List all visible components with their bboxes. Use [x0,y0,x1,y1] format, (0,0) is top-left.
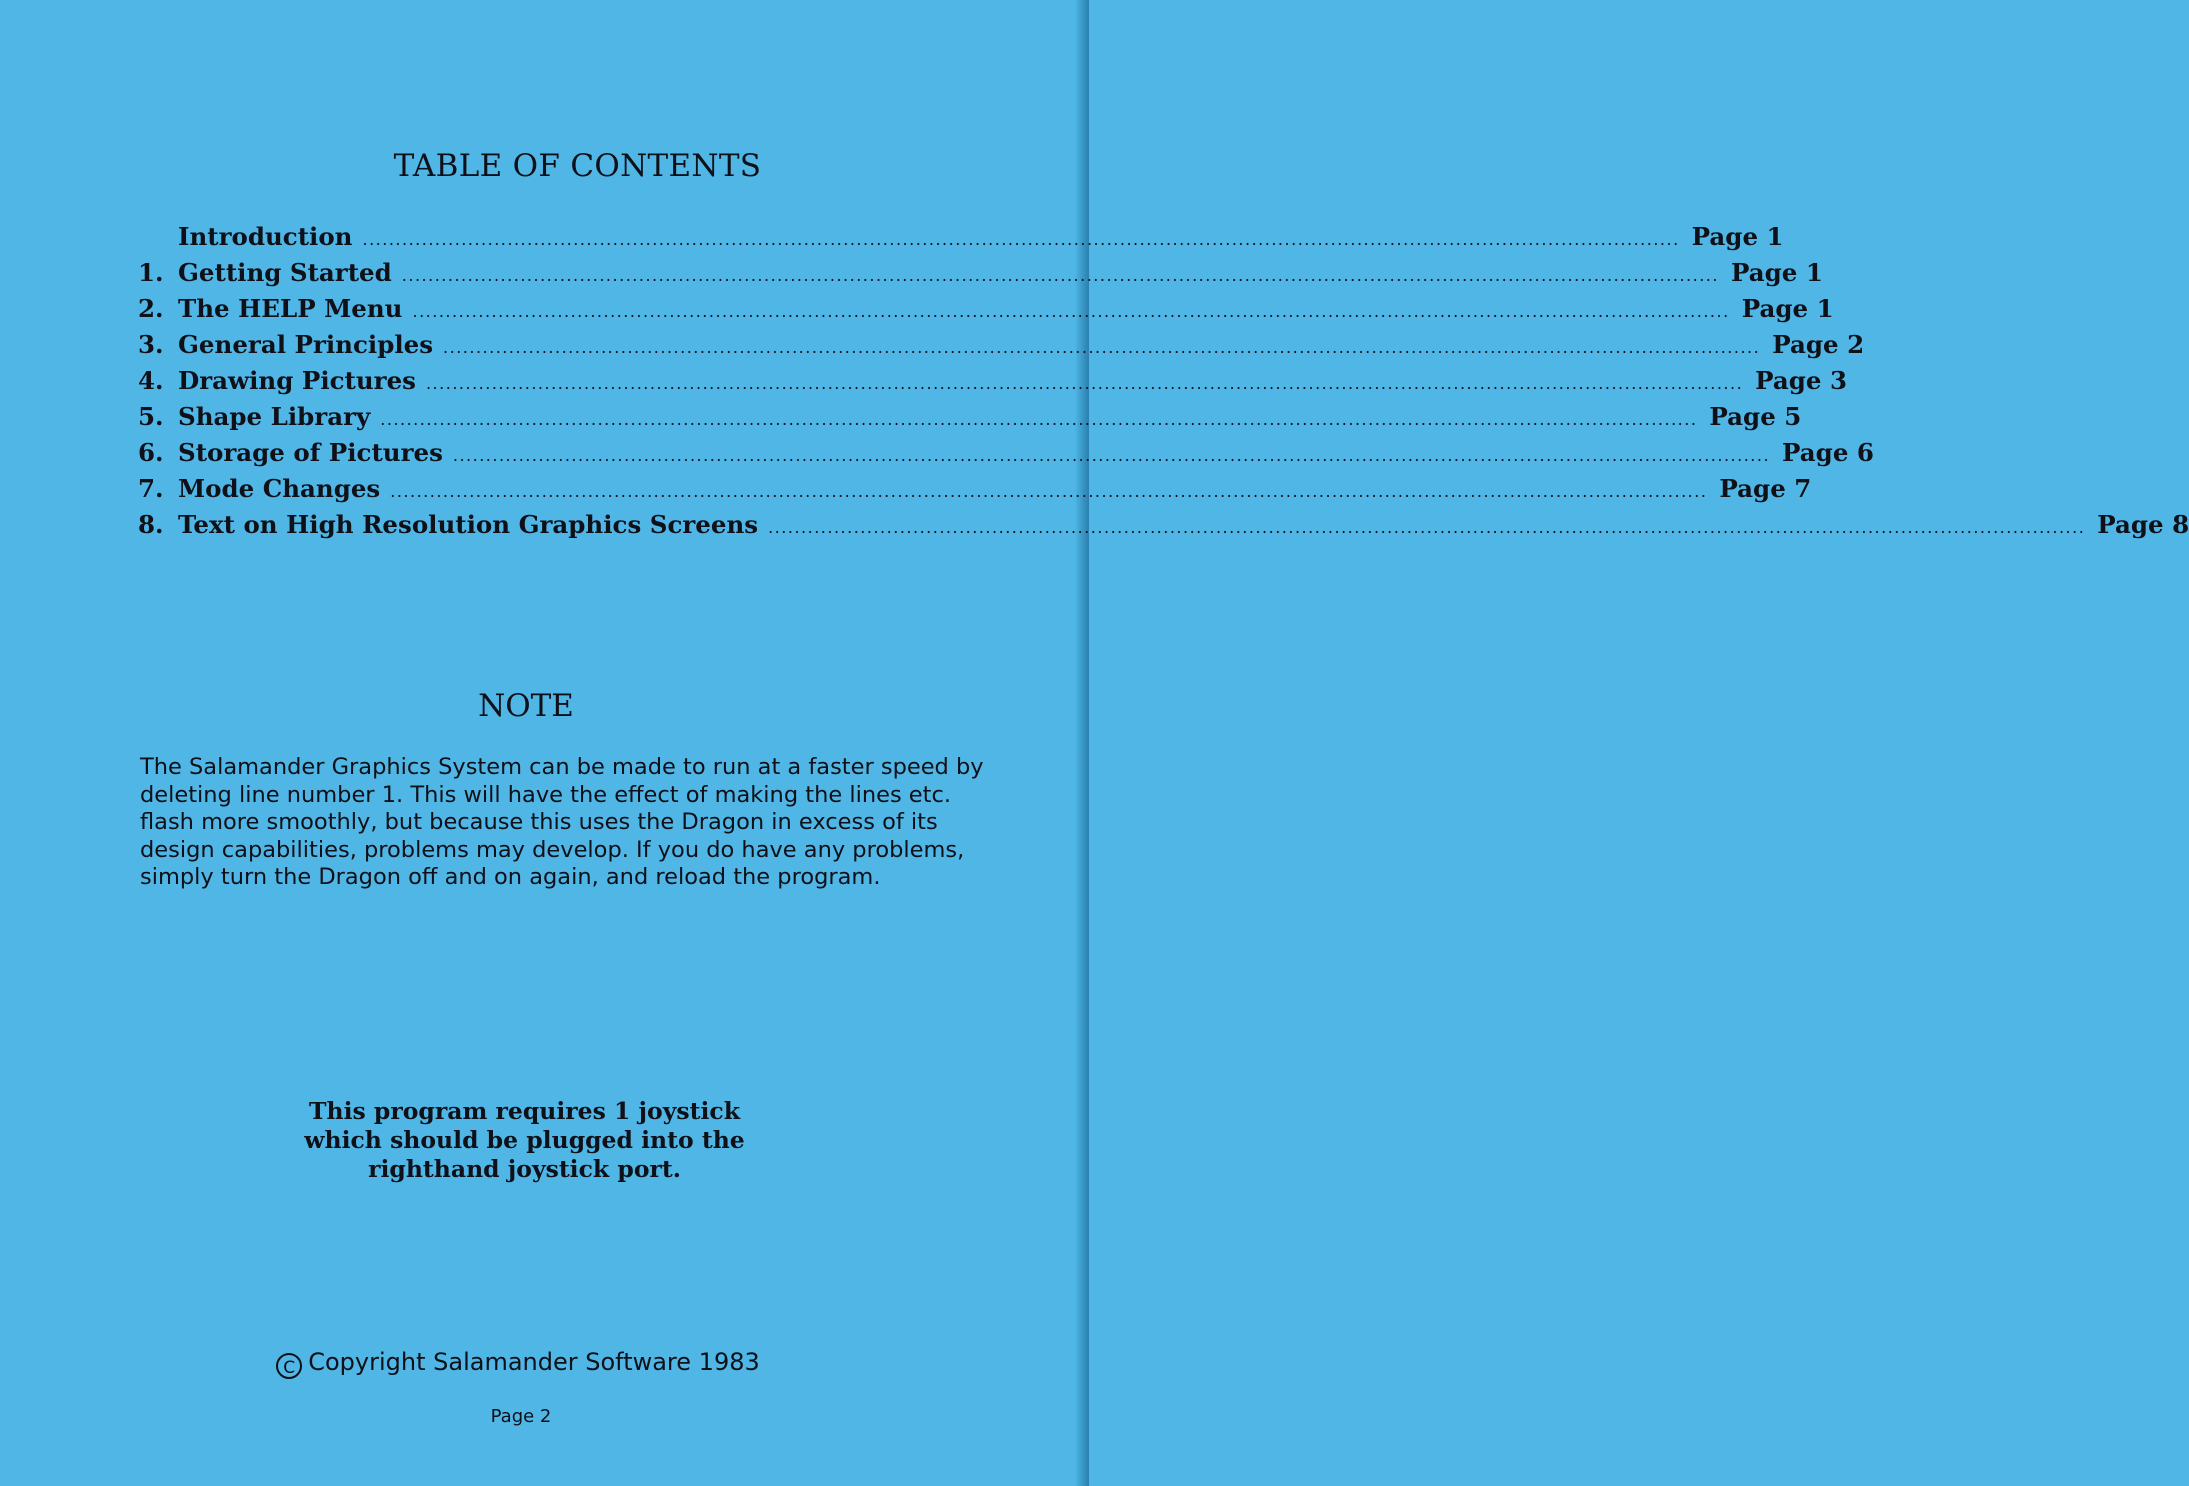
toc-dot-leader: ........................................................................................................................................................................................................ [443,338,1761,357]
note-title: NOTE [478,688,574,724]
note-body: The Salamander Graphics System can be made to run at a faster speed by deleting line number 1. This will have the effect of making the lines etc. flash more smoothly, but because this uses the Dragon in excess of its design capabilities, problems may develop. If you do have any problems, simply turn the Dragon off and on again, and reload the program. [140,754,984,890]
toc-entry-page: Page 1 [1741,294,1834,323]
toc-entry-page: Page 8 [2097,510,2189,539]
table-of-contents [138,222,2189,546]
toc-entry-page: Page 3 [1755,366,1848,395]
toc-entry-page: Page 5 [1709,402,1802,431]
toc-entry [138,510,2189,546]
requirement-line: which should be plugged into the [304,1126,745,1154]
toc-entry-label: Introduction [178,222,353,251]
toc-entry-label: Getting Started [178,258,392,287]
toc-dot-leader: ........................................................................................................................................................................................................ [362,230,1680,249]
toc-entry-number: 8. [138,510,164,539]
copyright-text: Copyright Salamander Software 1983 [308,1348,760,1376]
toc-entry-label: Storage of Pictures [178,438,443,467]
toc-dot-leader: ........................................................................................................................................................................................................ [412,302,1730,321]
toc-entry-label: Text on High Resolution Graphics Screens [178,510,759,539]
toc-entry-number: 1. [138,258,164,287]
toc-entry-page: Page 1 [1691,222,1784,251]
page-number: Page 2 [490,1406,552,1427]
toc-entry-number: 6. [138,438,164,467]
copyright-icon: C [276,1353,302,1379]
toc-entry [138,294,1834,330]
toc-entry-number: 7. [138,474,164,503]
toc-entry [138,474,1812,510]
requirement-line: righthand joystick port. [368,1155,681,1183]
toc-entry-label: Shape Library [178,402,371,431]
toc-dot-leader: ........................................................................................................................................................................................................ [390,482,1708,501]
toc-entry-label: General Principles [178,330,434,359]
page-edge [1075,0,1089,1486]
copyright-notice [0,1348,1036,1379]
toc-entry-label: Mode Changes [178,474,381,503]
toc-dot-leader: ........................................................................................................................................................................................................ [401,266,1719,285]
toc-entry [138,258,1823,294]
toc-entry [138,366,1848,402]
toc-dot-leader: ........................................................................................................................................................................................................ [425,374,1744,393]
toc-entry-label: Drawing Pictures [178,366,416,395]
requirement-line: This program requires 1 joystick [309,1097,740,1125]
toc-entry-page: Page 1 [1730,258,1823,287]
toc-dot-leader: ........................................................................................................................................................................................................ [452,446,1771,465]
toc-entry-label: The HELP Menu [178,294,403,323]
toc-entry-page: Page 6 [1782,438,1874,467]
toc-entry [138,402,1802,438]
toc-entry-number: 3. [138,330,164,359]
toc-dot-leader: ........................................................................................................................................................................................................ [768,518,2086,537]
toc-title: TABLE OF CONTENTS [393,148,762,184]
joystick-requirement [0,1097,1049,1184]
toc-entry-page: Page 7 [1719,474,1812,503]
toc-entry [138,438,1874,474]
toc-entry [138,330,1865,366]
toc-entry-number: 4. [138,366,164,395]
toc-entry-page: Page 2 [1772,330,1865,359]
toc-entry-number: 2. [138,294,164,323]
toc-entry [138,222,1784,258]
toc-dot-leader: ........................................................................................................................................................................................................ [380,410,1698,429]
toc-entry-number: 5. [138,402,164,431]
